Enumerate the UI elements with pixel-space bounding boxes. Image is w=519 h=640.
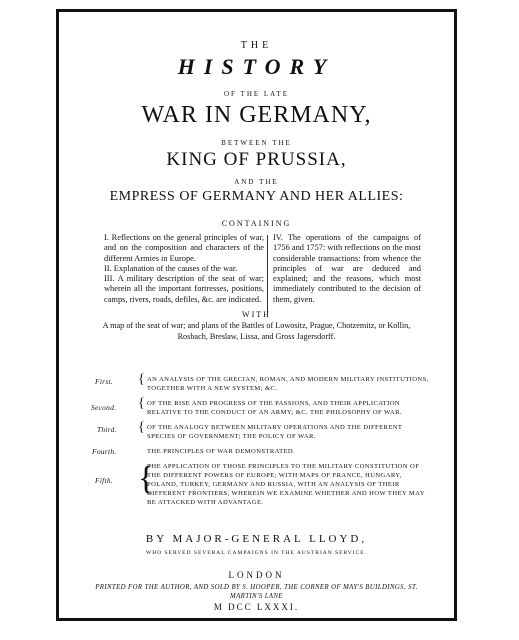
- title-king-of-prussia: KING OF PRUSSIA,: [166, 149, 347, 170]
- part-text: AN ANALYSIS OF THE GRECIAN, ROMAN, AND MODERN MILITARY INSTITUTIONS, TOGETHER WITH A NEW SYSTEM; &C.: [147, 376, 429, 392]
- part-text: OF THE RISE AND PROGRESS OF THE PASSIONS, AND THEIR APPLICATION RELATIVE TO THE CONDUCT OF AN ARMY; &C. THE PHILOSOPHY OF WAR.: [147, 400, 402, 416]
- part-label: Second.: [91, 403, 117, 412]
- title-between: BETWEEN THE: [221, 139, 292, 147]
- part-first: [95, 372, 430, 393]
- contents-item: IV. The operations of the campaigns of 1756 and 1757: with reflections on the most considerable transactions: from whence the principles of war are deduced and explained; and the reasons, which most immediately contributed to the decision of them, given.: [273, 233, 421, 304]
- contents-item: I. Reflections on the general principles of war, and on the composition and characters of the different Armies in Europe.: [104, 233, 264, 263]
- brace-icon: {: [138, 460, 155, 497]
- title-and-the: AND THE: [234, 178, 279, 186]
- contents-left-column: [104, 233, 264, 305]
- part-text: THE APPLICATION OF THOSE PRINCIPLES TO THE MILITARY CONSTITUTION OF THE DIFFERENT POWERS OF EUROPE; WITH MAPS OF FRANCE, HUNGARY, POLAND, TURKEY, GERMANY AND RUSSIA, WITH AN ANALYSIS OF THEIR DIFFERENT FRONTIERS, WHEREIN WE EXAMINE WHETHER AND HOW THEY MAY BE ATTACKED WITH ADVANTAGE.: [147, 463, 425, 506]
- imprint-date: M DCC LXXXI.: [213, 602, 300, 612]
- brace-icon: {: [138, 396, 145, 411]
- column-divider: [267, 235, 268, 313]
- imprint-printer: PRINTED FOR THE AUTHOR, AND SOLD BY S. HOOPER, THE CORNER OF MAY'S BUILDINGS, ST. MARTIN'S LANE: [95, 584, 418, 600]
- title-page: [56, 9, 457, 621]
- contents-item: II. Explanation of the causes of the war.: [104, 263, 238, 273]
- contents-item: III. A military description of the seat of war; wherein all the important fortresses, positions, camps, rivers, roads, defiles, &c. are indicated.: [104, 274, 264, 304]
- brace-icon: {: [138, 420, 145, 435]
- author-line: BY MAJOR-GENERAL LLOYD,: [145, 533, 368, 545]
- part-text: THE PRINCIPLES OF WAR DEMONSTRATED.: [147, 448, 296, 455]
- title-of-the-late: OF THE LATE: [223, 90, 290, 98]
- title-the: THE: [240, 40, 273, 51]
- with-heading: WITH: [242, 310, 271, 319]
- map-line: A map of the seat of war; and plans of the Battles of Lowositz, Prague, Chotzemitz, or Kollin, Rosbach, Breslaw, Lissa, and Gross Jagersdorff.: [102, 321, 411, 341]
- parts-list: [91, 372, 430, 513]
- title-history: HISTORY: [177, 54, 336, 79]
- author-note: WHO SERVED SEVERAL CAMPAIGNS IN THE AUSTRIAN SERVICE.: [146, 550, 367, 556]
- part-fifth: [95, 462, 430, 507]
- part-label: Third.: [97, 425, 117, 434]
- contents-right-column: [273, 233, 421, 305]
- imprint-city: LONDON: [228, 570, 285, 580]
- brace-icon: {: [138, 372, 145, 387]
- title-empress: EMPRESS OF GERMANY AND HER ALLIES:: [109, 189, 404, 204]
- part-fourth: [92, 447, 430, 456]
- part-label: First.: [95, 377, 114, 386]
- part-second: [91, 396, 430, 417]
- containing-heading: CONTAINING: [221, 219, 292, 228]
- part-label: Fourth.: [92, 447, 117, 456]
- part-text: OF THE ANALOGY BETWEEN MILITARY OPERATIONS AND THE DIFFERENT SPECIES OF GOVERNMENT; THE POLICY OF WAR.: [147, 424, 403, 440]
- part-third: [95, 420, 430, 441]
- title-war-in-germany: WAR IN GERMANY,: [141, 102, 372, 128]
- part-label: Fifth.: [95, 476, 114, 485]
